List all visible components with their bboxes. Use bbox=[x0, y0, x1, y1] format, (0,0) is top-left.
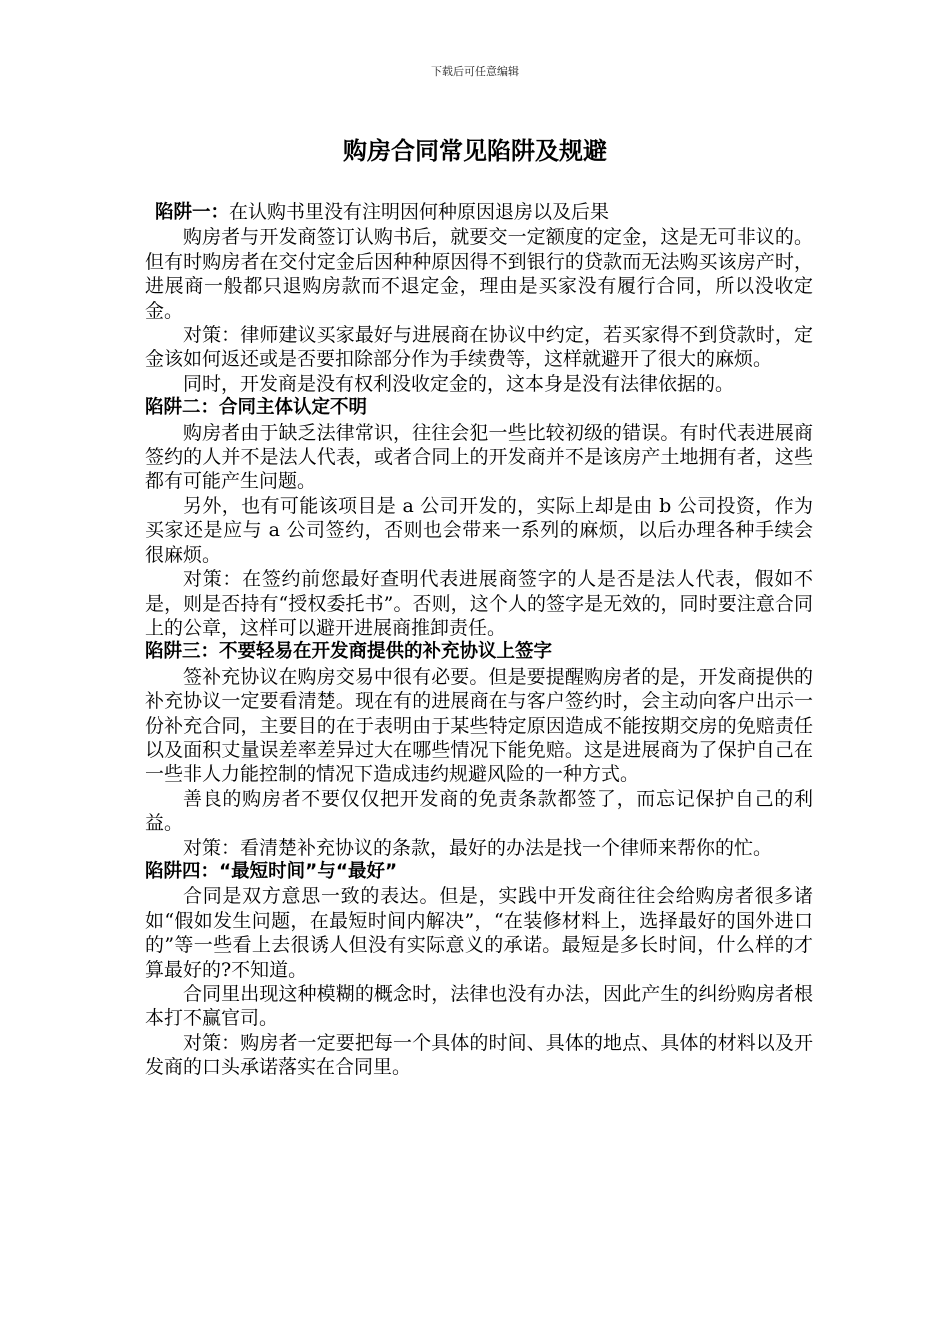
section-4-paragraph: 对策：购房者一定要把每一个具体的时间、具体的地点、具体的材料以及开发商的口头承诺落实在合同里。 bbox=[145, 1031, 813, 1079]
section-2-paragraph: 另外，也有可能该项目是 a 公司开发的，实际上却是由 b 公司投资，作为买家还是应与 a 公司签约，否则也会带来一系列的麻烦，以后办理各种手续会很麻烦。 bbox=[145, 494, 813, 566]
section-1-heading-label: 陷阱一： bbox=[155, 202, 230, 223]
section-1-paragraph: 同时，开发商是没有权利没收定金的，这本身是没有法律依据的。 bbox=[183, 372, 735, 395]
header-note: 下载后可任意编辑 bbox=[431, 65, 519, 78]
section-1-paragraph: 购房者与开发商签订认购书后，就要交一定额度的定金，这是无可非议的。但有时购房者在交付定金后因种种原因得不到银行的贷款而无法购买该房产时，进展商一般都只退购房款而不退定金，理由是买家没有履行合同，所以没收定金。 bbox=[145, 226, 813, 322]
section-3-paragraph: 签补充协议在购房交易中很有必要。但是要提醒购房者的是，开发商提供的补充协议一定要看清楚。现在有的进展商在与客户签约时，会主动向客户出示一份补充合同，主要目的在于表明由于某些特定原因造成不能按期交房的免赔责任以及面积丈量误差率差异过大在哪些情况下能免赔。这是进展商为了保护自己在一些非人力能控制的情况下造成违约规避风险的一种方式。 bbox=[145, 665, 813, 786]
section-4-heading: 陷阱四：“最短时间”与“最好” bbox=[145, 860, 398, 882]
section-1-heading bbox=[145, 200, 813, 225]
section-2-paragraph: 购房者由于缺乏法律常识，往往会犯一些比较初级的错误。有时代表进展商签约的人并不是法人代表，或者合同上的开发商并不是该房产土地拥有者，这些都有可能产生问题。 bbox=[145, 421, 813, 493]
section-2-heading: 陷阱二：合同主体认定不明 bbox=[145, 397, 368, 419]
section-1-heading-text: 在认购书里没有注明因何种原因退房以及后果 bbox=[229, 201, 610, 223]
section-4-paragraph: 合同里出现这种模糊的概念时，法律也没有办法，因此产生的纠纷购房者根本打不赢官司。 bbox=[145, 983, 813, 1030]
document-body bbox=[145, 200, 813, 1080]
section-3-paragraph: 对策：看清楚补充协议的条款，最好的办法是找一个律师来帮你的忙。 bbox=[183, 836, 773, 859]
page-title: 购房合同常见陷阱及规避 bbox=[343, 137, 607, 165]
section-4-paragraph: 合同是双方意思一致的表达。但是，实践中开发商往往会给购房者很多诸如“假如发生问题，在最短时间内解决”，“在装修材料上，选择最好的国外进口的”等一些看上去很诱人但没有实际意义的承诺。最短是多长时间，什么样的才算最好的?不知道。 bbox=[145, 885, 813, 981]
section-3-paragraph: 善良的购房者不要仅仅把开发商的免责条款都签了，而忘记保护自己的利益。 bbox=[145, 787, 813, 835]
section-2-paragraph: 对策：在签约前您最好查明代表进展商签字的人是否是法人代表，假如不是，则是否持有“授权委托书”。否则，这个人的签字是无效的，同时要注意合同上的公章，这样可以避开进展商推卸责任。 bbox=[145, 568, 813, 639]
section-1-paragraph: 对策：律师建议买家最好与进展商在协议中约定，若买家得不到贷款时，定金该如何返还或是否要扣除部分作为手续费等，这样就避开了很大的麻烦。 bbox=[145, 324, 813, 371]
section-3-heading: 陷阱三：不要轻易在开发商提供的补充协议上签字 bbox=[145, 641, 553, 663]
